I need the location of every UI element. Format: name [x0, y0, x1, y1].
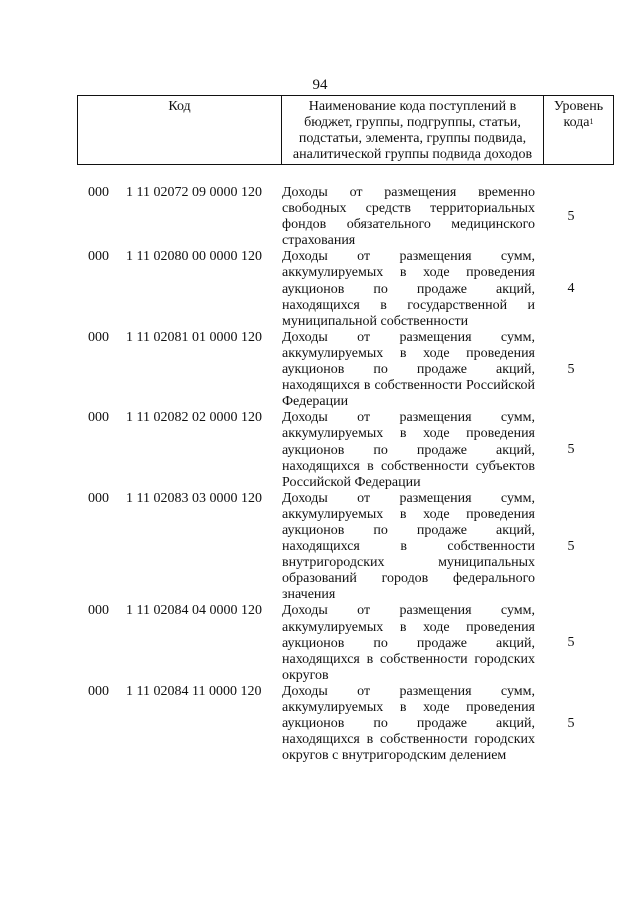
- page-number: 94: [312, 77, 328, 93]
- header-level-footnote: 1: [589, 117, 594, 126]
- income-code: 1 11 02072 09 0000 120: [126, 185, 262, 200]
- code-level: 4: [567, 281, 575, 297]
- income-description: Доходы от размещения сумм, аккумулируемых в ходе проведения аукционов по продаже акций, находящихся в собственности Российской Федерации: [282, 329, 535, 410]
- admin-code: 000: [88, 185, 109, 200]
- income-description: Доходы от размещения сумм, аккумулируемых в ходе проведения аукционов по продаже акций, находящихся в собственности городских округов: [282, 603, 535, 683]
- header-code: Код: [78, 96, 282, 165]
- admin-code: 000: [88, 490, 109, 506]
- admin-code: 000: [88, 329, 109, 345]
- table-row: [0, 330, 640, 410]
- table-row: [0, 249, 640, 329]
- table-row: [0, 410, 640, 490]
- table-row: [0, 684, 640, 764]
- header-level: [544, 96, 614, 165]
- income-description: Доходы от размещения сумм, аккумулируемых в ходе проведения аукционов по продаже акций, находящихся в собственности внутригородских муниципальных образований городов федерального значения: [282, 490, 535, 603]
- code-level: 5: [567, 361, 575, 377]
- income-description: Доходы от размещения временно свободных средств территориальных фондов обязательного медицинского страхования: [282, 185, 535, 249]
- income-description: Доходы от размещения сумм, аккумулируемых в ходе проведения аукционов по продаже акций, находящихся в собственности городских округов с внутригородским делением: [282, 683, 535, 764]
- income-code: 1 11 02081 01 0000 120: [126, 329, 262, 345]
- admin-code: 000: [88, 249, 109, 265]
- code-level: 5: [567, 635, 575, 651]
- income-code: 1 11 02080 00 0000 120: [126, 249, 262, 265]
- income-code: 1 11 02084 04 0000 120: [126, 603, 262, 619]
- income-code: 1 11 02083 03 0000 120: [126, 490, 262, 506]
- table-row: [0, 185, 640, 249]
- table-body: [0, 185, 640, 764]
- admin-code: 000: [88, 603, 109, 619]
- header-level-label: Уровень кода: [553, 99, 604, 130]
- table-row: [0, 603, 640, 683]
- admin-code: 000: [88, 410, 109, 426]
- table-row: [0, 491, 640, 604]
- table-header: [77, 95, 614, 165]
- code-level: 5: [567, 715, 575, 731]
- income-code: 1 11 02084 11 0000 120: [126, 683, 262, 699]
- code-level: 5: [567, 442, 575, 458]
- admin-code: 000: [88, 683, 109, 699]
- income-description: Доходы от размещения сумм, аккумулируемых в ходе проведения аукционов по продаже акций, находящихся в государственной и муниципальной собственности: [282, 249, 535, 329]
- header-name: Наименование кода поступлений в бюджет, группы, подгруппы, статьи, подстатьи, элемента, группы подвида, аналитической группы подвида доходов: [282, 96, 544, 165]
- header-row: [78, 96, 614, 165]
- code-level: 5: [567, 209, 575, 224]
- code-level: 5: [567, 538, 575, 554]
- income-code: 1 11 02082 02 0000 120: [126, 410, 262, 426]
- income-description: Доходы от размещения сумм, аккумулируемых в ходе проведения аукционов по продаже акций, находящихся в собственности субъектов Российской Федерации: [282, 410, 535, 490]
